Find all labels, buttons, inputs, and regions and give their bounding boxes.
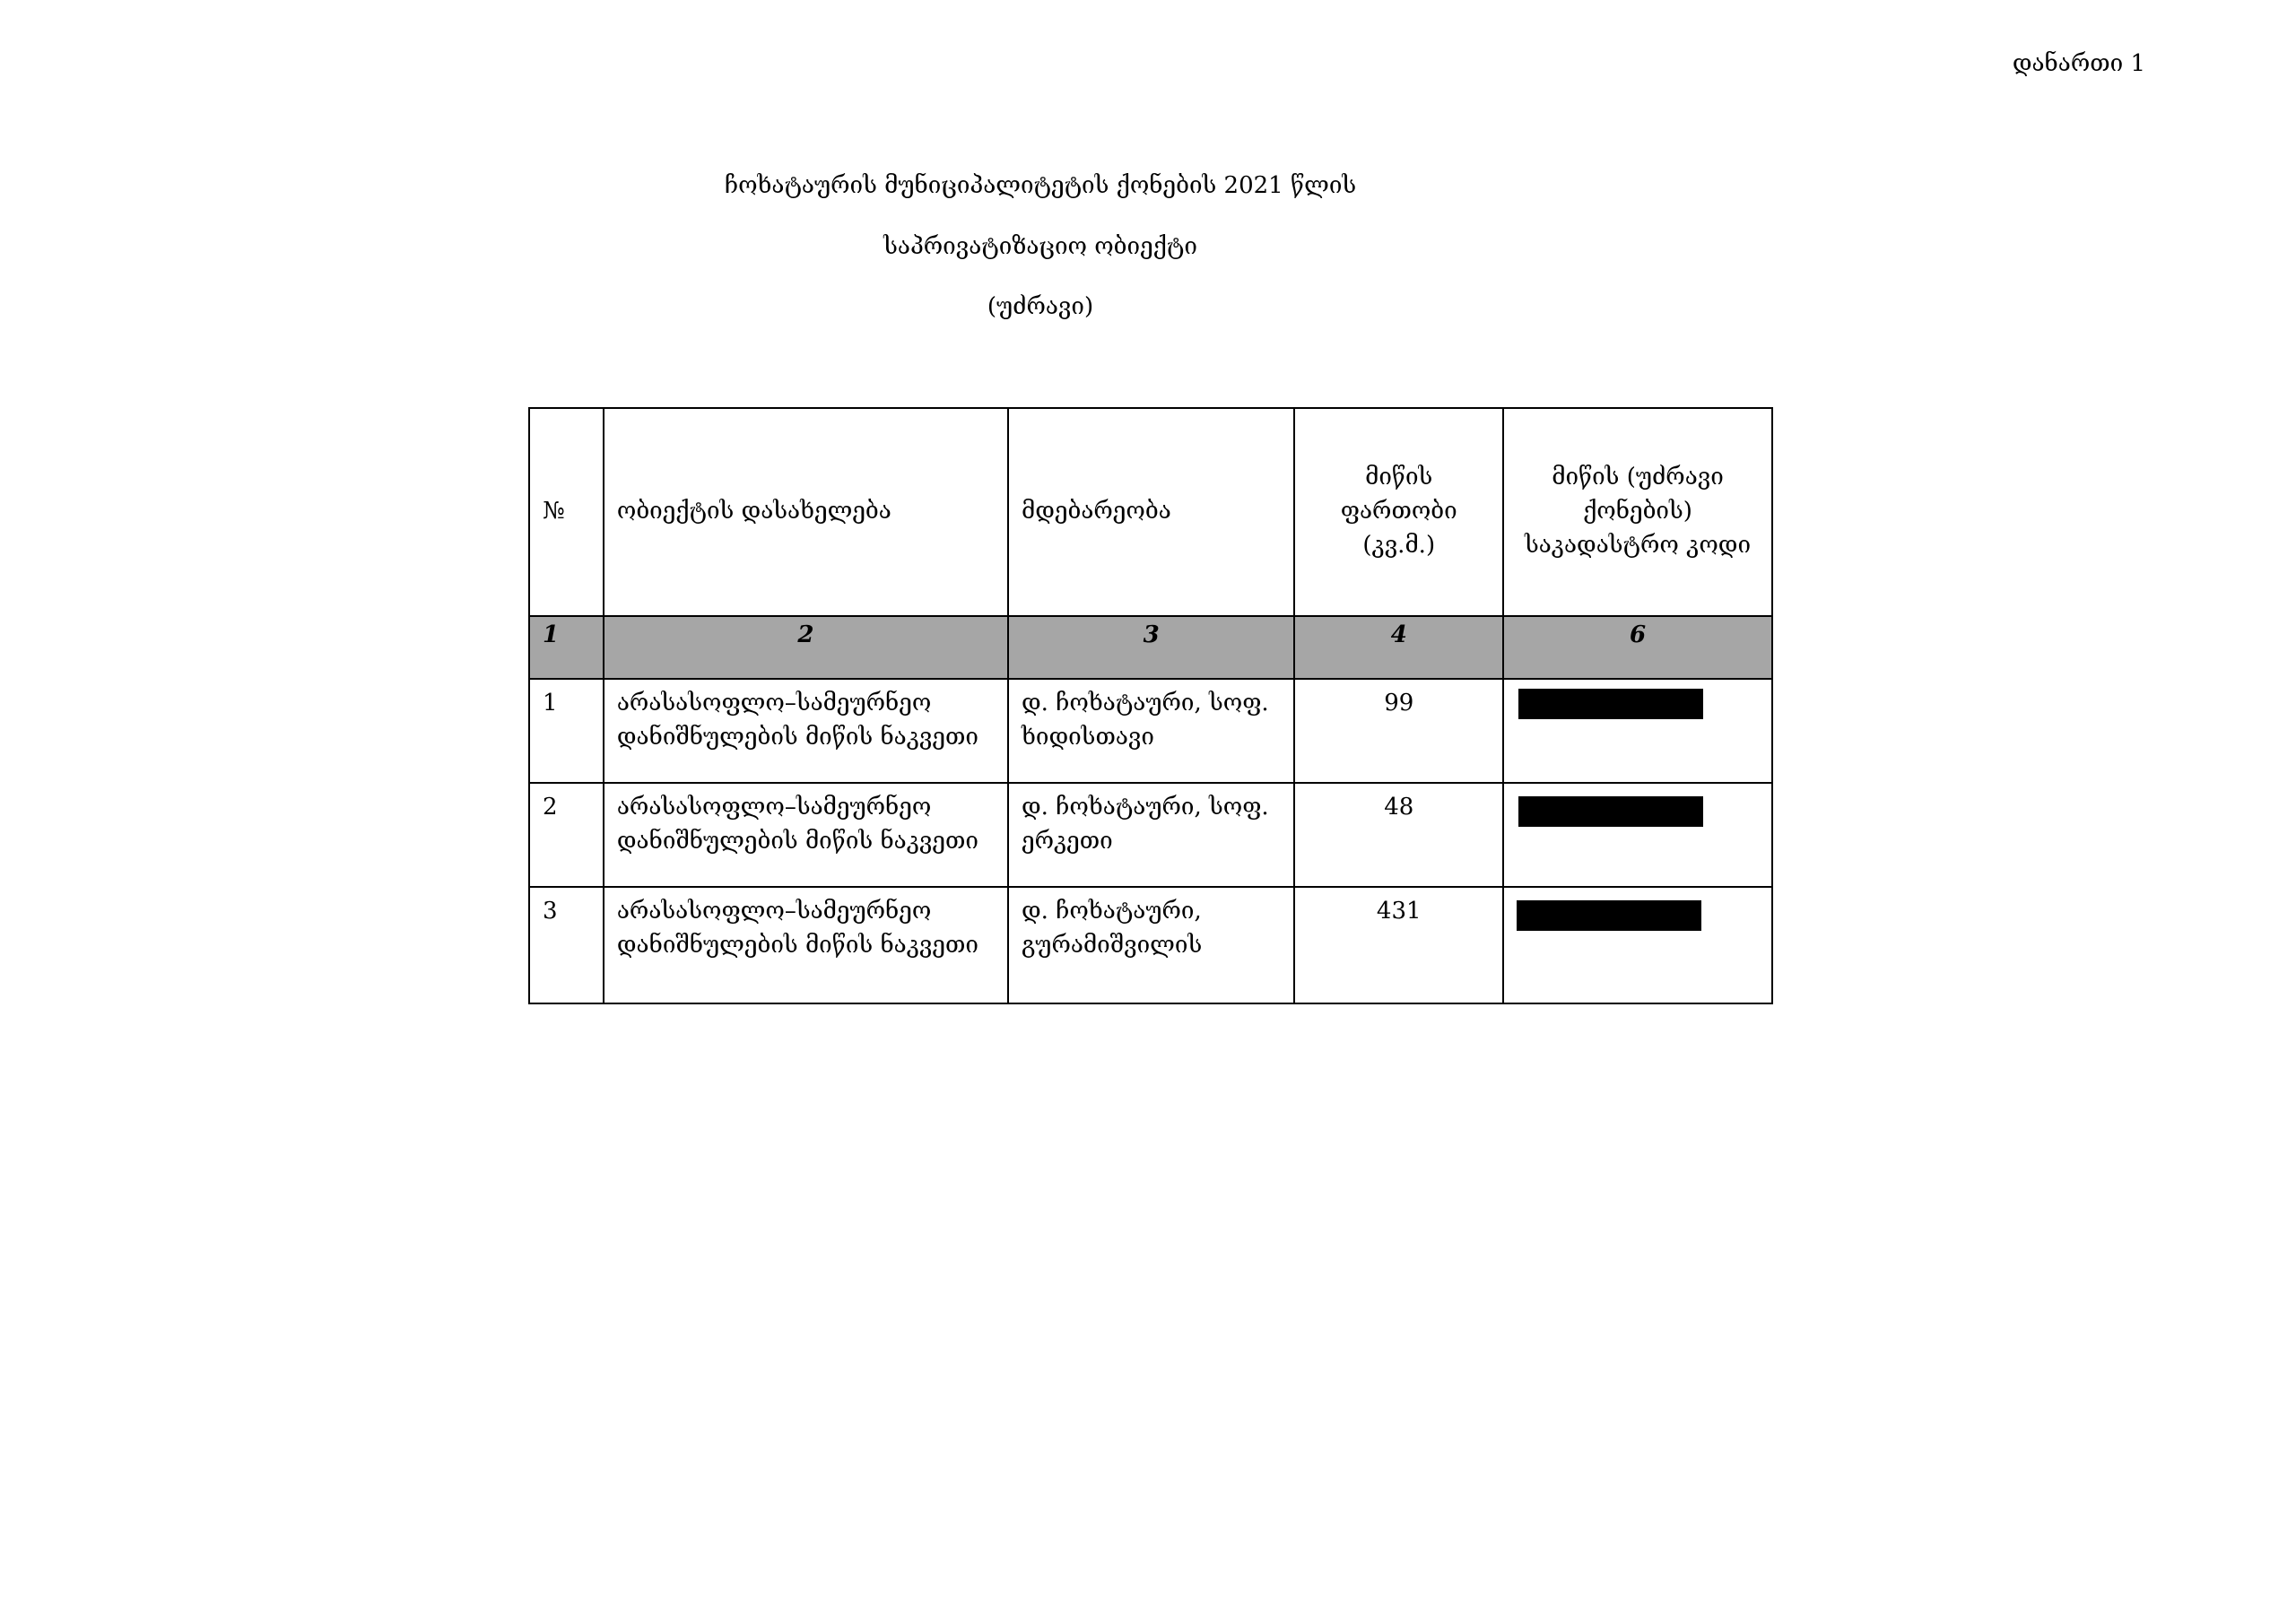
header-number: №: [529, 408, 604, 616]
table-row: [529, 887, 1772, 1003]
row-location: დ. ჩოხატაური, გურამიშვილის: [1008, 887, 1294, 1003]
privatization-objects-table: [528, 407, 1773, 1004]
column-number: 1: [529, 616, 604, 679]
table-row: [529, 783, 1772, 887]
header-land-area: მიწის ფართობი (კვ.მ.): [1294, 408, 1503, 616]
row-number: 1: [529, 679, 604, 783]
row-number: 2: [529, 783, 604, 887]
column-number: 6: [1503, 616, 1772, 679]
row-cadastral-code: [1503, 783, 1772, 887]
row-object-name: არასასოფლო–სამეურნეო დანიშნულების მიწის ნაკვეთი: [604, 679, 1008, 783]
table-row: [529, 679, 1772, 783]
row-cadastral-code: [1503, 679, 1772, 783]
row-object-name: არასასოფლო–სამეურნეო დანიშნულების მიწის ნაკვეთი: [604, 783, 1008, 887]
table-header-row: [529, 408, 1772, 616]
row-location: დ. ჩოხატაური, სოფ. ერკეთი: [1008, 783, 1294, 887]
header-object-name: ობიექტის დასახელება: [604, 408, 1008, 616]
column-number: 4: [1294, 616, 1503, 679]
row-land-area: 48: [1294, 783, 1503, 887]
document-subtitle: საპრივატიზაციო ობიექტი: [883, 233, 1197, 260]
row-object-name: არასასოფლო–სამეურნეო დანიშნულების მიწის ნაკვეთი: [604, 887, 1008, 1003]
column-number: 3: [1008, 616, 1294, 679]
redacted-block: [1517, 900, 1701, 931]
annex-label: დანართი 1: [2012, 50, 2145, 77]
row-location: დ. ჩოხატაური, სოფ. ხიდისთავი: [1008, 679, 1294, 783]
row-land-area: 431: [1294, 887, 1503, 1003]
document-subtitle-type: (უძრავი): [987, 293, 1094, 320]
header-location: მდებარეობა: [1008, 408, 1294, 616]
document-title: ჩოხატაურის მუნიციპალიტეტის ქონების 2021 წლის: [724, 172, 1357, 199]
redacted-block: [1518, 689, 1703, 719]
row-cadastral-code: [1503, 887, 1772, 1003]
column-number: 2: [604, 616, 1008, 679]
column-number-row: [529, 616, 1772, 679]
redacted-block: [1518, 796, 1703, 827]
header-cadastral-code: მიწის (უძრავი ქონების) საკადასტრო კოდი: [1503, 408, 1772, 616]
row-number: 3: [529, 887, 604, 1003]
row-land-area: 99: [1294, 679, 1503, 783]
